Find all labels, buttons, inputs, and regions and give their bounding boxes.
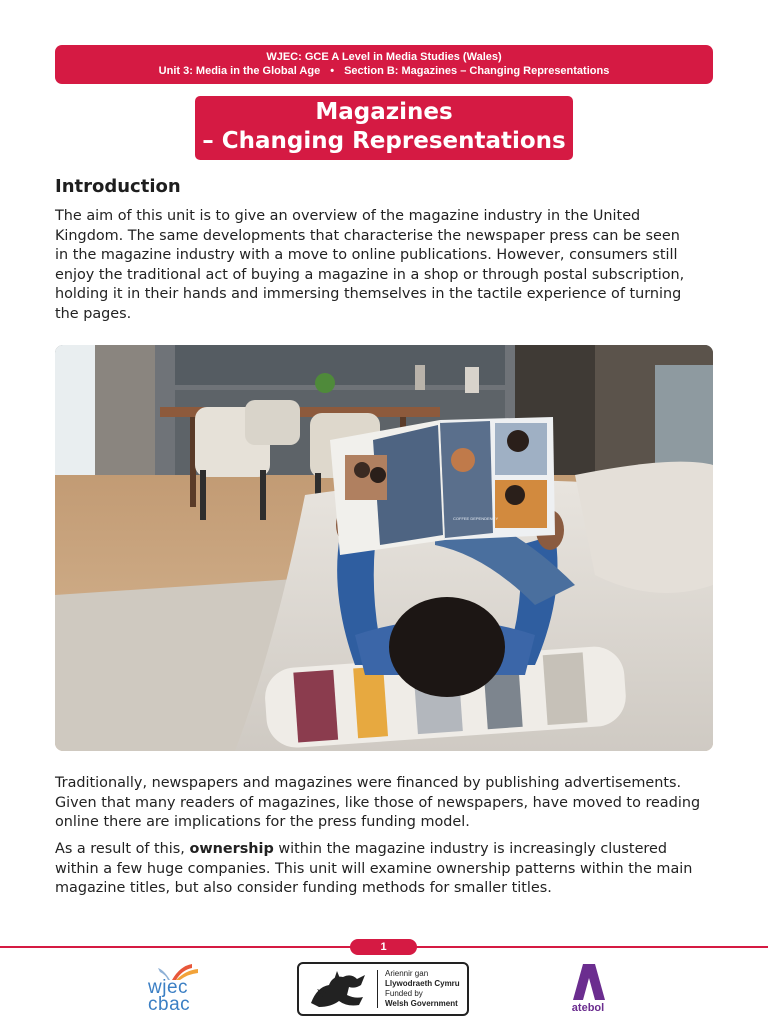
wjec-text: wjec <box>148 977 189 998</box>
text-line: holding it in their hands and immersing themselves in the tactile experience of turning <box>55 286 682 302</box>
header-separator: • <box>330 65 335 77</box>
text-line: online there are implications for the press funding model. <box>55 814 470 830</box>
welsh-government-logo <box>297 962 469 1016</box>
header-unit: Unit 3: Media in the Global Age <box>158 65 321 77</box>
welsh-government-text <box>385 969 460 1009</box>
wjec-wordmark <box>148 979 190 1013</box>
header-section: Section B: Magazines – Changing Representations <box>344 65 610 77</box>
text-line: in the magazine industry with a move to online publications. However, consumers still <box>55 247 678 263</box>
text-run: As a result of this, <box>55 841 190 857</box>
text-line: enjoy the traditional act of buying a magazine in a shop or through postal subscription, <box>55 266 685 283</box>
text-line: the pages. <box>55 305 132 322</box>
atebol-logo <box>563 962 613 1018</box>
photo-illustration <box>55 345 713 751</box>
gov-line: Funded by <box>385 989 423 998</box>
text-line: Given that many readers of magazines, like those of newspapers, have moved to reading <box>55 794 701 811</box>
welsh-dragon-icon <box>303 967 375 1011</box>
magazine-page-caption: COFFEE DEPENDENCY <box>453 516 499 521</box>
text-line: within a few huge companies. This unit will examine ownership patterns within the main <box>55 860 693 877</box>
header-course-title: WJEC: GCE A Level in Media Studies (Wales) <box>266 51 502 63</box>
gov-line: Llywodraeth Cymru <box>385 979 460 988</box>
funding-paragraph <box>55 774 715 833</box>
text-line: Kingdom. The same developments that characterise the newspaper press can be seen <box>55 227 680 244</box>
page-title <box>195 96 573 160</box>
wjec-cbac-logo <box>140 962 210 1018</box>
logo-separator <box>377 970 378 1008</box>
text-run: within the magazine industry is increasingly clustered <box>273 841 668 857</box>
page-number: 1 <box>350 939 417 955</box>
text-line: Traditionally, newspapers and magazines were financed by publishing advertisements. <box>55 775 682 791</box>
woman-reading-magazine-photo <box>55 345 713 751</box>
text-line <box>55 840 715 860</box>
ownership-keyword: ownership <box>189 841 274 857</box>
atebol-a-icon <box>563 962 613 1002</box>
page-title-line1: Magazines <box>315 99 453 125</box>
introduction-paragraph <box>55 207 715 324</box>
header-banner <box>55 45 713 84</box>
text-line: magazine titles, but also consider funding methods for smaller titles. <box>55 880 552 896</box>
page-title-line2: – Changing Representations <box>202 128 566 154</box>
text-line: The aim of this unit is to give an overview of the magazine industry in the United <box>55 208 641 224</box>
introduction-heading: Introduction <box>55 176 181 197</box>
gov-line: Ariennir gan <box>385 969 429 978</box>
ownership-paragraph <box>55 840 715 899</box>
cbac-text: cbac <box>148 994 191 1015</box>
atebol-wordmark: atebol <box>571 1002 605 1014</box>
gov-line: Welsh Government <box>385 999 458 1008</box>
header-unit-section <box>55 64 713 78</box>
